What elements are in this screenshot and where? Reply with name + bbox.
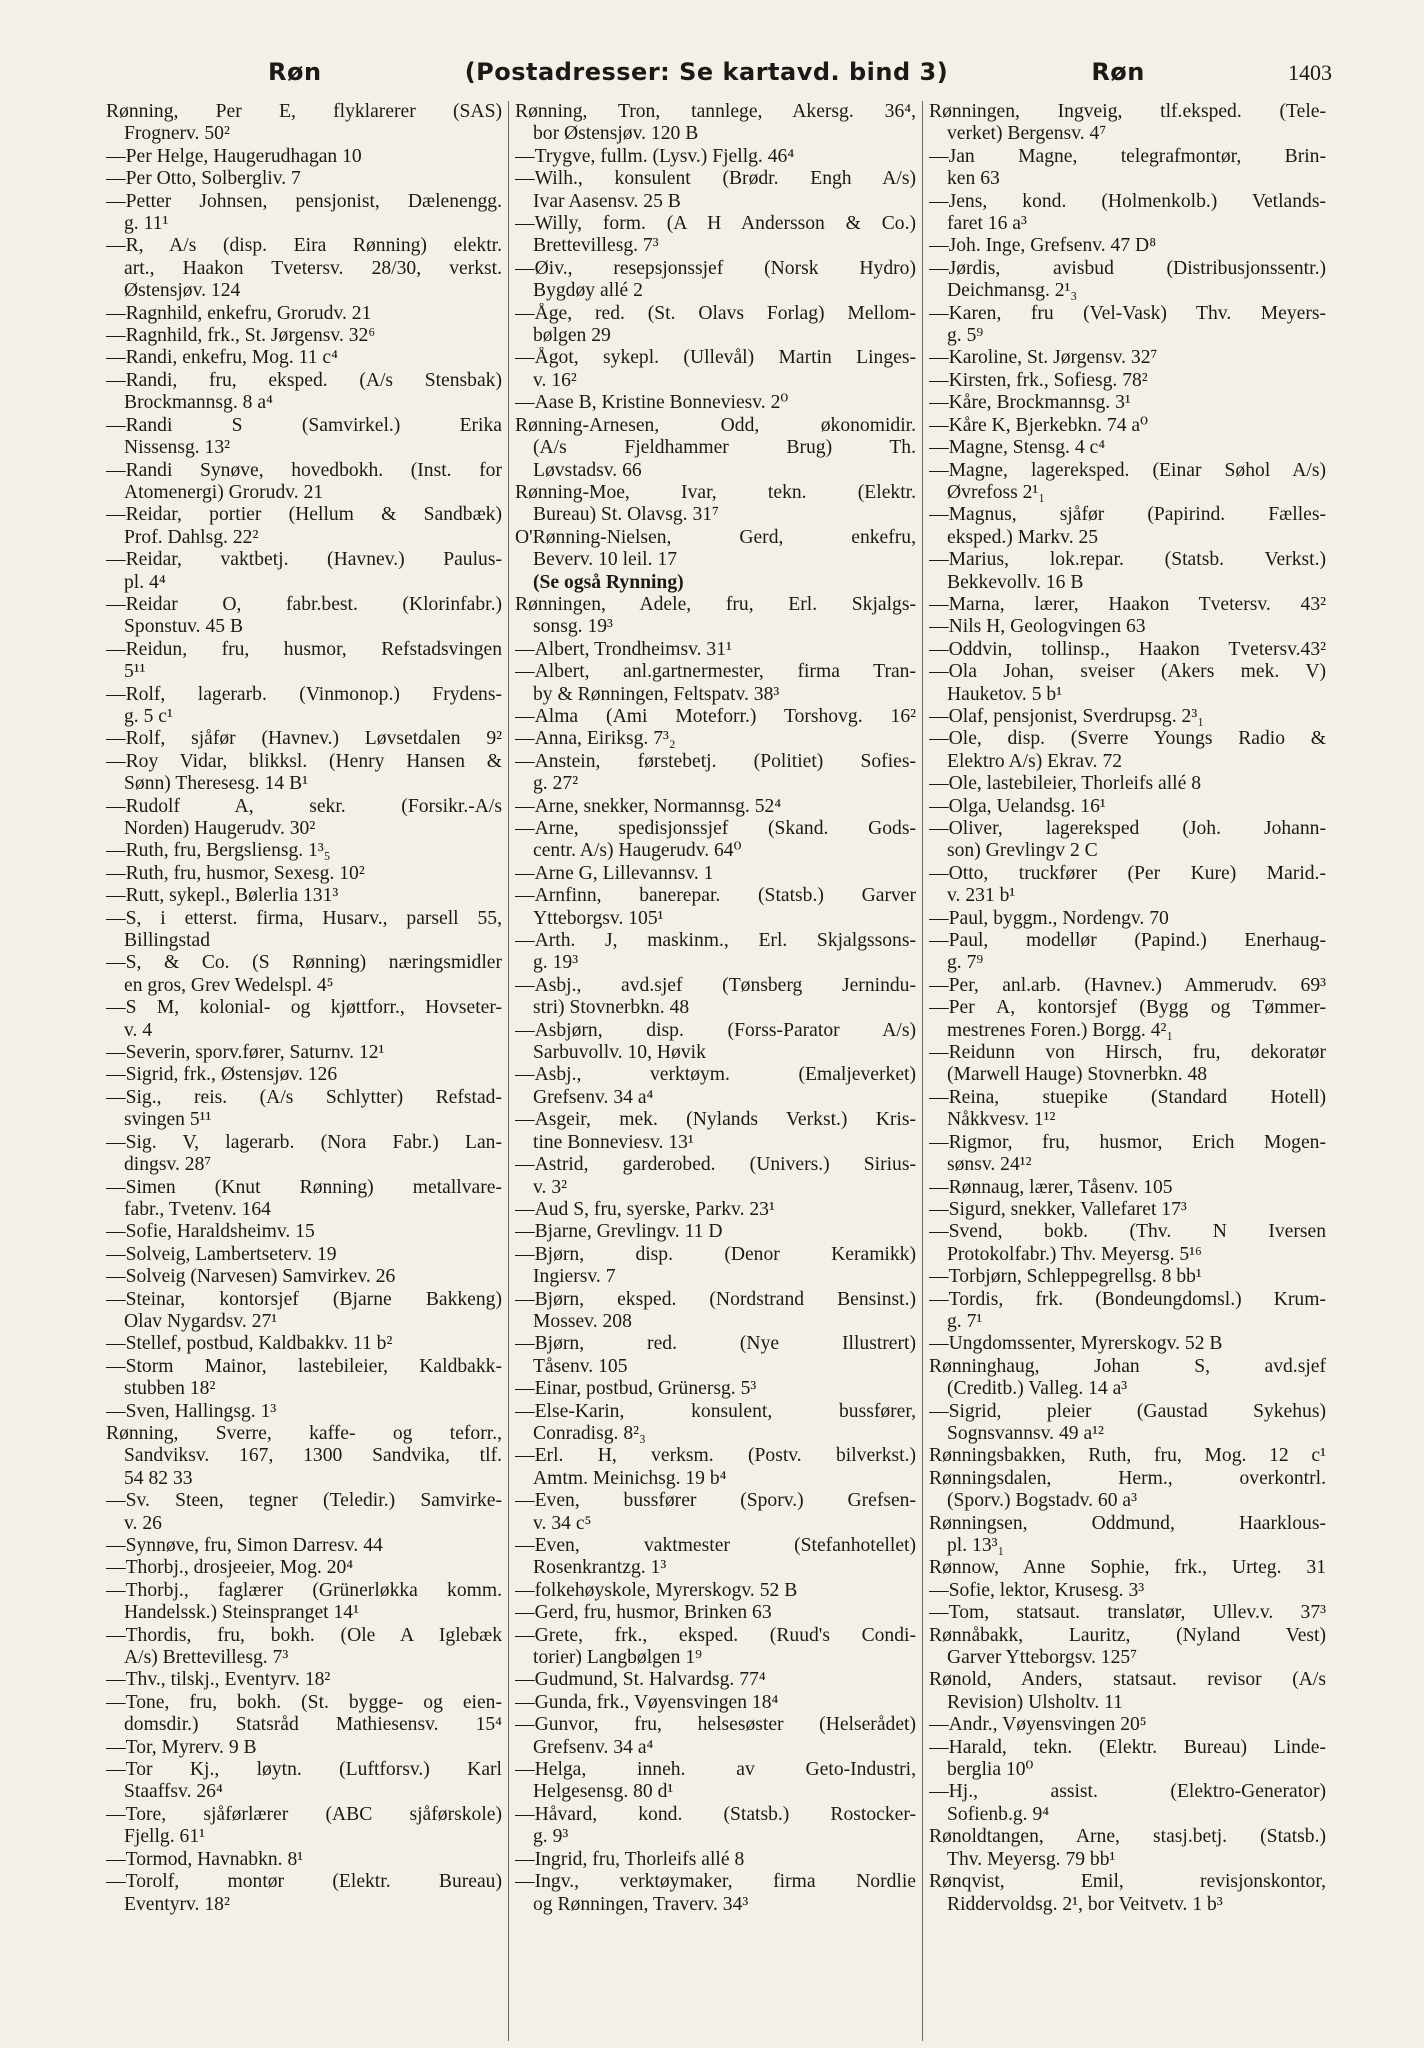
directory-line: —Roy Vidar, blikksl. (Henry Hansen & bbox=[106, 750, 502, 772]
directory-line: —Jørdis, avisbud (Distribusjonssentr.) bbox=[929, 257, 1326, 279]
directory-line: Frognerv. 50² bbox=[124, 123, 230, 145]
directory-line: —Oliver, lagereksped (Joh. Johann- bbox=[929, 818, 1326, 839]
directory-line: —Thorbj., drosjeeier, Mog. 20⁴ bbox=[106, 1557, 354, 1579]
directory-line: —Severin, sporv.fører, Saturnv. 12¹ bbox=[106, 1042, 385, 1064]
directory-line: —S M, kolonial- og kjøttforr., Hovseter- bbox=[106, 997, 502, 1019]
column-2 bbox=[508, 101, 922, 2041]
directory-line: —Håvard, kond. (Statsb.) Rostocker- bbox=[515, 1803, 916, 1825]
directory-line: —R, A/s (disp. Eira Rønning) elektr. bbox=[106, 235, 502, 257]
directory-line: Riddervoldsg. 2¹, bor Veitvetv. 1 b³ bbox=[947, 1893, 1223, 1915]
directory-line: stri) Stovnerbkn. 48 bbox=[533, 997, 690, 1019]
directory-line: g. 27² bbox=[533, 773, 579, 795]
directory-line: —Arne, spedisjonssjef (Skand. Gods- bbox=[515, 818, 916, 839]
directory-line: —Ole, disp. (Sverre Youngs Radio & bbox=[929, 728, 1326, 750]
directory-line: Prof. Dahlsg. 22² bbox=[124, 526, 259, 548]
directory-line: —Kåre K, Bjerkebkn. 74 a⁰ bbox=[929, 414, 1148, 436]
directory-line: —Sig., reis. (A/s Schlytter) Refstad- bbox=[106, 1086, 502, 1108]
directory-line: —Ole, lastebileier, Thorleifs allé 8 bbox=[929, 773, 1201, 795]
directory-line: —Reidunn von Hirsch, fru, dekoratør bbox=[929, 1042, 1326, 1064]
directory-line: —Einar, postbud, Grünersg. 5³ bbox=[515, 1378, 757, 1400]
directory-line: Elektro A/s) Ekrav. 72 bbox=[947, 750, 1123, 772]
directory-line: Sognsvannsv. 49 a¹² bbox=[947, 1422, 1104, 1444]
directory-line: (A/s Fjeldhammer Brug) Th. bbox=[533, 437, 916, 459]
directory-line: v. 3² bbox=[533, 1176, 567, 1198]
directory-line: Ytteborgsv. 105¹ bbox=[533, 907, 664, 929]
directory-line: Sarbuvollv. 10, Høvik bbox=[533, 1042, 706, 1064]
directory-line: sonsg. 19³ bbox=[533, 616, 613, 638]
directory-line: —Albert, Trondheimsv. 31¹ bbox=[515, 638, 732, 660]
directory-line: —Stellef, postbud, Kaldbakkv. 11 b² bbox=[106, 1333, 393, 1355]
directory-line: —Ruth, fru, Bergsliensg. 1³₅ bbox=[106, 840, 331, 862]
directory-line: Brettevillesg. 7³ bbox=[533, 235, 659, 257]
directory-line: —S, i etterst. firma, Husarv., parsell 55, bbox=[106, 907, 502, 929]
directory-line: —Asbj., verktøym. (Emaljeverket) bbox=[515, 1064, 916, 1086]
directory-line: Løvstadsv. 66 bbox=[533, 459, 642, 481]
directory-line: —Rolf, sjåfør (Havnev.) Løvsetdalen 9² bbox=[106, 728, 502, 750]
directory-line: Olav Nygardsv. 27¹ bbox=[124, 1310, 278, 1332]
directory-line: —Torbjørn, Schleppegrellsg. 8 bb¹ bbox=[929, 1266, 1202, 1288]
directory-line: by & Rønningen, Feltspatv. 38³ bbox=[533, 683, 780, 705]
directory-line: tine Bonneviesv. 13¹ bbox=[533, 1131, 694, 1153]
directory-line: v. 16² bbox=[533, 369, 577, 391]
directory-line: —Andr., Vøyensvingen 20⁵ bbox=[929, 1714, 1147, 1736]
directory-line: Conradisg. 8²₃ bbox=[533, 1422, 646, 1444]
directory-line: —Ingrid, fru, Thorleifs allé 8 bbox=[515, 1848, 745, 1870]
directory-line: sønsv. 24¹² bbox=[947, 1154, 1032, 1176]
directory-line: —Reidar O, fabr.best. (Klorinfabr.) bbox=[106, 593, 502, 615]
directory-line: Nåkkvesv. 1¹² bbox=[947, 1109, 1056, 1131]
directory-line: —Even, vaktmester (Stefanhotellet) bbox=[515, 1535, 916, 1556]
directory-line: —Ola Johan, sveiser (Akers mek. V) bbox=[929, 661, 1326, 683]
directory-line: v. 26 bbox=[124, 1512, 162, 1534]
directory-columns bbox=[100, 101, 1332, 2041]
directory-line: Deichmansg. 2¹₃ bbox=[947, 280, 1078, 302]
directory-line: Ingiersv. 7 bbox=[533, 1266, 616, 1288]
directory-line: Øvrefoss 2¹₁ bbox=[947, 481, 1046, 503]
directory-line: —Willy, form. (A H Andersson & Co.) bbox=[515, 213, 916, 235]
column-1 bbox=[100, 101, 508, 2041]
directory-line: Bureau) St. Olavsg. 31⁷ bbox=[533, 504, 719, 526]
directory-line: —Sofie, lektor, Krusesg. 3³ bbox=[929, 1579, 1145, 1601]
directory-line: Beverv. 10 leil. 17 bbox=[533, 549, 678, 571]
directory-line: g. 11¹ bbox=[124, 213, 169, 235]
directory-line: —Trygve, fullm. (Lysv.) Fjellg. 46⁴ bbox=[515, 145, 795, 167]
directory-line: —Ragnhild, enkefru, Grorudv. 21 bbox=[106, 302, 372, 324]
directory-line: Sofienb.g. 9⁴ bbox=[947, 1803, 1050, 1825]
directory-line: —Svend, bokb. (Thv. N Iversen bbox=[929, 1221, 1326, 1243]
directory-line: —Grete, frk., eksped. (Ruud's Condi- bbox=[515, 1624, 916, 1646]
directory-line: —Albert, anl.gartnermester, firma Tran- bbox=[515, 661, 916, 683]
directory-line: —Per, anl.arb. (Havnev.) Ammerudv. 69³ bbox=[929, 974, 1326, 996]
directory-line: —Marius, lok.repar. (Statsb. Verkst.) bbox=[929, 549, 1326, 571]
directory-line: —Øiv., resepsjonssjef (Norsk Hydro) bbox=[515, 257, 916, 279]
directory-line: —Otto, truckfører (Per Kure) Marid.- bbox=[929, 862, 1326, 884]
directory-line: —Else-Karin, konsulent, bussfører, bbox=[515, 1400, 916, 1422]
directory-line: Østensjøv. 124 bbox=[124, 280, 241, 302]
directory-line: domsdir.) Statsråd Mathiesensv. 15⁴ bbox=[124, 1714, 502, 1736]
directory-line: en gros, Grev Wedelspl. 4⁵ bbox=[124, 974, 334, 996]
directory-line: Rønning, Tron, tannlege, Akersg. 36⁴, bbox=[515, 101, 916, 122]
directory-line: —Olga, Uelandsg. 16¹ bbox=[929, 795, 1106, 817]
directory-line: —Erl. H, verksm. (Postv. bilverkst.) bbox=[515, 1445, 916, 1467]
directory-line: A/s) Brettevillesg. 7³ bbox=[124, 1647, 289, 1669]
header-postal-note: (Postadresser: Se kartavd. bind 3) bbox=[464, 58, 949, 86]
directory-line: g. 9³ bbox=[533, 1826, 569, 1848]
directory-line: Mossev. 208 bbox=[533, 1310, 632, 1332]
directory-line: Fjellg. 61¹ bbox=[124, 1826, 205, 1848]
directory-line: —Joh. Inge, Grefsenv. 47 D⁸ bbox=[929, 235, 1157, 257]
directory-line: —Asbjørn, disp. (Forss-Parator A/s) bbox=[515, 1019, 916, 1041]
directory-line: centr. A/s) Haugerudv. 64⁰ bbox=[533, 840, 742, 862]
directory-line: —Ågot, sykepl. (Ullevål) Martin Linges- bbox=[515, 347, 916, 369]
directory-line: —Steinar, kontorsjef (Bjarne Bakkeng) bbox=[106, 1288, 502, 1310]
directory-line: —Randi S (Samvirkel.) Erika bbox=[106, 414, 502, 436]
directory-line: —Sigrid, pleier (Gaustad Sykehus) bbox=[929, 1400, 1326, 1422]
column-3 bbox=[922, 101, 1332, 2041]
directory-line: —Gunvor, fru, helsesøster (Helserådet) bbox=[515, 1714, 916, 1736]
directory-line: —Jan Magne, telegrafmontør, Brin- bbox=[929, 145, 1326, 167]
directory-line: —Karoline, St. Jørgensv. 32⁷ bbox=[929, 347, 1158, 369]
directory-line: —Tormod, Havnabkn. 8¹ bbox=[106, 1848, 304, 1870]
directory-line: —Wilh., konsulent (Brødr. Engh A/s) bbox=[515, 168, 916, 190]
directory-line: —Ungdomssenter, Myrerskogv. 52 B bbox=[929, 1333, 1223, 1355]
directory-line: —Per Otto, Solbergliv. 7 bbox=[106, 168, 301, 190]
directory-line: —Sig. V, lagerarb. (Nora Fabr.) Lan- bbox=[106, 1131, 502, 1153]
directory-line: —Ruth, fru, husmor, Sexesg. 10² bbox=[106, 862, 365, 884]
directory-line: art., Haakon Tvetersv. 28/30, verkst. bbox=[124, 257, 502, 279]
directory-line: Nissensg. 13² bbox=[124, 437, 231, 459]
header-left-keyword: Røn bbox=[268, 58, 322, 86]
directory-line: v. 231 b¹ bbox=[947, 885, 1016, 907]
directory-line: pl. 13³₁ bbox=[947, 1535, 1005, 1556]
directory-line: —Gudmund, St. Halvardsg. 77⁴ bbox=[515, 1669, 766, 1691]
directory-line: —Solveig (Narvesen) Samvirkev. 26 bbox=[106, 1266, 396, 1288]
directory-line: —Randi, enkefru, Mog. 11 c⁴ bbox=[106, 347, 338, 369]
directory-line: —Randi Synøve, hovedbokh. (Inst. for bbox=[106, 459, 502, 481]
directory-line: —Bjørn, eksped. (Nordstrand Bensinst.) bbox=[515, 1288, 916, 1310]
directory-line: —Tore, sjåførlærer (ABC sjåførskole) bbox=[106, 1803, 502, 1825]
directory-line: Staaffsv. 26⁴ bbox=[124, 1781, 223, 1803]
directory-line: Billingstad bbox=[124, 930, 211, 952]
directory-line: —Nils H, Geologvingen 63 bbox=[929, 616, 1146, 638]
directory-line: (Creditb.) Valleg. 14 a³ bbox=[947, 1378, 1128, 1400]
directory-line: Tåsenv. 105 bbox=[533, 1355, 628, 1377]
directory-line: son) Grevlingv 2 C bbox=[947, 840, 1098, 862]
directory-line: Ivar Aasensv. 25 B bbox=[533, 190, 681, 212]
directory-line: —Synnøve, fru, Simon Darresv. 44 bbox=[106, 1535, 383, 1556]
directory-line: Norden) Haugerudv. 30² bbox=[124, 818, 316, 839]
directory-line: —Aud S, fru, syerske, Parkv. 23¹ bbox=[515, 1198, 775, 1220]
directory-line: Bekkevollv. 16 B bbox=[947, 571, 1084, 593]
directory-line: (Sporv.) Bogstadv. 60 a³ bbox=[947, 1490, 1137, 1512]
directory-line: Rønning, Sverre, kaffe- og teforr., bbox=[106, 1422, 502, 1444]
directory-line: —Arth. J, maskinm., Erl. Skjalgssons- bbox=[515, 930, 916, 952]
directory-line: —Jens, kond. (Holmenkolb.) Vetlands- bbox=[929, 190, 1326, 212]
directory-line: —Marna, lærer, Haakon Tvetersv. 43² bbox=[929, 593, 1326, 615]
directory-line: —Reina, stuepike (Standard Hotell) bbox=[929, 1086, 1326, 1108]
directory-line: Rønningen, Adele, fru, Erl. Skjalgs- bbox=[515, 593, 916, 615]
directory-line: (Se også Rynning) bbox=[533, 571, 684, 593]
directory-line: g. 5⁹ bbox=[947, 325, 984, 347]
directory-line: berglia 10⁰ bbox=[947, 1759, 1034, 1781]
directory-line: Rønoldtangen, Arne, stasj.betj. (Statsb.) bbox=[929, 1826, 1326, 1848]
directory-line: stubben 18² bbox=[124, 1378, 216, 1400]
directory-line: —Arnfinn, banerepar. (Statsb.) Garver bbox=[515, 885, 916, 907]
directory-line: verket) Bergensv. 4⁷ bbox=[947, 123, 1107, 145]
directory-line: svingen 5¹¹ bbox=[124, 1109, 212, 1131]
directory-line: —Reidar, vaktbetj. (Havnev.) Paulus- bbox=[106, 549, 502, 571]
directory-line: ken 63 bbox=[947, 168, 1000, 190]
directory-line: g. 19³ bbox=[533, 952, 579, 974]
directory-line: —Sofie, Haraldsheimv. 15 bbox=[106, 1221, 315, 1243]
directory-line: Rønningen, Ingveig, tlf.eksped. (Tele- bbox=[929, 101, 1326, 122]
directory-line: Handelssk.) Steinspranget 14¹ bbox=[124, 1602, 359, 1624]
directory-line: v. 34 c⁵ bbox=[533, 1512, 592, 1534]
directory-line: —Storm Mainor, lastebileier, Kaldbakk- bbox=[106, 1355, 502, 1377]
directory-line: —Thordis, fru, bokh. (Ole A Iglebæk bbox=[106, 1624, 502, 1646]
directory-line: —Ragnhild, frk., St. Jørgensv. 32⁶ bbox=[106, 325, 376, 347]
directory-line: pl. 4⁴ bbox=[124, 571, 166, 593]
directory-line: Rønningsbakken, Ruth, fru, Mog. 12 c¹ bbox=[929, 1445, 1326, 1467]
directory-line: —Rolf, lagerarb. (Vinmonop.) Frydens- bbox=[106, 683, 502, 705]
page-header bbox=[100, 58, 1332, 94]
directory-line: —Gerd, fru, husmor, Brinken 63 bbox=[515, 1602, 772, 1624]
directory-line: Hauketov. 5 b¹ bbox=[947, 683, 1063, 705]
directory-line: —S, & Co. (S Rønning) næringsmidler bbox=[106, 952, 502, 974]
directory-line: 54 82 33 bbox=[124, 1467, 193, 1489]
directory-line: —Tone, fru, bokh. (St. bygge- og eien- bbox=[106, 1691, 502, 1713]
directory-line: Protokolfabr.) Thv. Meyersg. 5¹⁶ bbox=[947, 1243, 1202, 1265]
directory-line: —Gunda, frk., Vøyensvingen 18⁴ bbox=[515, 1691, 779, 1713]
directory-line: Rønninghaug, Johan S, avd.sjef bbox=[929, 1355, 1326, 1377]
directory-line: —Aase B, Kristine Bonneviesv. 2⁰ bbox=[515, 392, 789, 414]
directory-line: —Simen (Knut Rønning) metallvare- bbox=[106, 1176, 502, 1198]
directory-line: —folkehøyskole, Myrerskogv. 52 B bbox=[515, 1579, 798, 1601]
directory-line: Helgesensg. 80 d¹ bbox=[533, 1781, 674, 1803]
directory-line: —Tor, Myrerv. 9 B bbox=[106, 1736, 257, 1758]
directory-line: —Karen, fru (Vel-Vask) Thv. Meyers- bbox=[929, 302, 1326, 324]
header-right-keyword: Røn bbox=[1091, 58, 1145, 86]
directory-line: —Rønnaug, lærer, Tåsenv. 105 bbox=[929, 1176, 1173, 1198]
directory-line: —Bjarne, Grevlingv. 11 D bbox=[515, 1221, 723, 1243]
directory-line: Rønning, Per E, flyklarerer (SAS) bbox=[106, 101, 502, 122]
directory-line: —Rudolf A, sekr. (Forsikr.-A/s bbox=[106, 795, 502, 817]
directory-line: O'Rønning-Nielsen, Gerd, enkefru, bbox=[515, 526, 916, 548]
directory-line: Brockmannsg. 8 a⁴ bbox=[124, 392, 273, 414]
directory-line: —Even, bussfører (Sporv.) Grefsen- bbox=[515, 1490, 916, 1512]
directory-line: —Sv. Steen, tegner (Teledir.) Samvirke- bbox=[106, 1490, 502, 1512]
directory-line: mestrenes Foren.) Borgg. 4²₁ bbox=[947, 1019, 1174, 1041]
directory-line: —Solveig, Lambertseterv. 19 bbox=[106, 1243, 337, 1265]
directory-line: —Anna, Eiriksg. 7³₂ bbox=[515, 728, 676, 750]
directory-line: eksped.) Markv. 25 bbox=[947, 526, 1099, 548]
directory-line: —Kirsten, frk., Sofiesg. 78² bbox=[929, 369, 1148, 391]
directory-line: —Per A, kontorsjef (Bygg og Tømmer- bbox=[929, 997, 1326, 1019]
directory-line: —Rutt, sykepl., Bølerlia 131³ bbox=[106, 885, 339, 907]
directory-line: bor Østensjøv. 120 B bbox=[533, 123, 699, 145]
directory-line: og Rønningen, Traverv. 34³ bbox=[533, 1893, 749, 1915]
directory-line: —Sigrid, frk., Østensjøv. 126 bbox=[106, 1064, 338, 1086]
directory-line: —Bjørn, red. (Nye Illustrert) bbox=[515, 1333, 916, 1355]
directory-line: Grefsenv. 34 a⁴ bbox=[533, 1736, 654, 1758]
directory-line: —Paul, modellør (Papind.) Enerhaug- bbox=[929, 930, 1326, 952]
directory-line: —Thv., tilskj., Eventyrv. 18² bbox=[106, 1669, 331, 1691]
directory-line: —Olaf, pensjonist, Sverdrupsg. 2³₁ bbox=[929, 705, 1205, 727]
directory-line: Sandviksv. 167, 1300 Sandvika, tlf. bbox=[124, 1445, 502, 1467]
directory-line: faret 16 a³ bbox=[947, 213, 1027, 235]
directory-line: —Paul, byggm., Nordengv. 70 bbox=[929, 907, 1169, 929]
directory-line: fabr., Tvetenv. 164 bbox=[124, 1198, 271, 1220]
directory-line: Rønnow, Anne Sophie, frk., Urteg. 31 bbox=[929, 1557, 1326, 1579]
directory-line: Thv. Meyersg. 79 bb¹ bbox=[947, 1848, 1116, 1870]
directory-line: —Tor Kj., løytn. (Luftforsv.) Karl bbox=[106, 1759, 502, 1781]
directory-line: —Rigmor, fru, husmor, Erich Mogen- bbox=[929, 1131, 1326, 1153]
directory-line: —Reidun, fru, husmor, Refstadsvingen bbox=[106, 638, 502, 660]
directory-line: Rønningsen, Oddmund, Haarklous- bbox=[929, 1512, 1326, 1534]
directory-line: —Arne, snekker, Normannsg. 52⁴ bbox=[515, 795, 782, 817]
directory-line: —Magnus, sjåfør (Papirind. Fælles- bbox=[929, 504, 1326, 526]
directory-line: —Bjørn, disp. (Denor Keramikk) bbox=[515, 1243, 916, 1265]
directory-line: —Magne, Stensg. 4 c⁴ bbox=[929, 437, 1106, 459]
directory-line: —Tom, statsaut. translatør, Ullev.v. 37³ bbox=[929, 1602, 1326, 1624]
directory-line: —Alma (Ami Moteforr.) Torshovg. 16² bbox=[515, 705, 916, 727]
directory-line: —Asbj., avd.sjef (Tønsberg Jernindu- bbox=[515, 974, 916, 996]
directory-line: Bygdøy allé 2 bbox=[533, 280, 643, 302]
directory-line: —Åge, red. (St. Olavs Forlag) Mellom- bbox=[515, 302, 916, 324]
directory-line: —Thorbj., faglærer (Grünerløkka komm. bbox=[106, 1579, 502, 1601]
directory-line: Garver Ytteborgsv. 125⁷ bbox=[947, 1647, 1138, 1669]
directory-line: —Anstein, førstebetj. (Politiet) Sofies- bbox=[515, 750, 916, 772]
directory-line: —Sven, Hallingsg. 1³ bbox=[106, 1400, 277, 1422]
directory-line: —Tordis, frk. (Bondeungdomsl.) Krum- bbox=[929, 1288, 1326, 1310]
directory-line: Rønningsdalen, Herm., overkontrl. bbox=[929, 1467, 1326, 1489]
directory-line: —Arne G, Lillevannsv. 1 bbox=[515, 862, 714, 884]
directory-line: —Sigurd, snekker, Vallefaret 17³ bbox=[929, 1198, 1187, 1220]
directory-line: —Hj., assist. (Elektro-Generator) bbox=[929, 1781, 1326, 1803]
directory-line: Rosenkrantzg. 1³ bbox=[533, 1557, 667, 1579]
directory-line: g. 5 c¹ bbox=[124, 705, 173, 727]
directory-line: —Petter Johnsen, pensjonist, Dælenengg. bbox=[106, 190, 502, 212]
directory-line: —Asgeir, mek. (Nylands Verkst.) Kris- bbox=[515, 1109, 916, 1131]
directory-line: —Oddvin, tollinsp., Haakon Tvetersv.43² bbox=[929, 638, 1326, 660]
directory-line: Sponstuv. 45 B bbox=[124, 616, 244, 638]
directory-line: Amtm. Meinichsg. 19 b⁴ bbox=[533, 1467, 727, 1489]
directory-line: —Reidar, portier (Hellum & Sandbæk) bbox=[106, 504, 502, 526]
directory-line: Rønning-Arnesen, Odd, økonomidir. bbox=[515, 414, 916, 436]
directory-line: torier) Langbølgen 1⁹ bbox=[533, 1647, 702, 1669]
page-number: 1403 bbox=[1288, 60, 1332, 85]
directory-line: dingsv. 28⁷ bbox=[124, 1154, 212, 1176]
directory-line: Sønn) Theresesg. 14 B¹ bbox=[124, 773, 309, 795]
directory-line: Grefsenv. 34 a⁴ bbox=[533, 1086, 654, 1108]
directory-line: Revision) Ulsholtv. 11 bbox=[947, 1691, 1123, 1713]
directory-line: —Harald, tekn. (Elektr. Bureau) Linde- bbox=[929, 1736, 1326, 1758]
directory-line: —Per Helge, Haugerudhagan 10 bbox=[106, 145, 362, 167]
directory-line: —Magne, lagereksped. (Einar Søhol A/s) bbox=[929, 459, 1326, 481]
directory-line: Rønning-Moe, Ivar, tekn. (Elektr. bbox=[515, 481, 916, 503]
directory-line: —Ingv., verktøymaker, firma Nordlie bbox=[515, 1871, 916, 1893]
directory-line: Rønold, Anders, statsaut. revisor (A/s bbox=[929, 1669, 1326, 1691]
directory-line: —Astrid, garderobed. (Univers.) Sirius- bbox=[515, 1154, 916, 1176]
directory-line: (Marwell Hauge) Stovnerbkn. 48 bbox=[947, 1064, 1208, 1086]
directory-line: 5¹¹ bbox=[124, 661, 146, 683]
directory-line: Atomenergi) Grorudv. 21 bbox=[124, 481, 324, 503]
directory-line: —Kåre, Brockmannsg. 3¹ bbox=[929, 392, 1131, 414]
directory-line: bølgen 29 bbox=[533, 325, 611, 347]
directory-line: g. 7⁹ bbox=[947, 952, 984, 974]
directory-line: Eventyrv. 18² bbox=[124, 1893, 230, 1915]
directory-line: —Randi, fru, eksped. (A/s Stensbak) bbox=[106, 369, 502, 391]
directory-line: —Helga, inneh. av Geto-Industri, bbox=[515, 1759, 916, 1781]
directory-line: —Torolf, montør (Elektr. Bureau) bbox=[106, 1871, 502, 1893]
directory-line: v. 4 bbox=[124, 1019, 153, 1041]
directory-line: g. 7¹ bbox=[947, 1310, 983, 1332]
directory-line: Rønqvist, Emil, revisjonskontor, bbox=[929, 1871, 1326, 1893]
directory-line: Rønnåbakk, Lauritz, (Nyland Vest) bbox=[929, 1624, 1326, 1646]
